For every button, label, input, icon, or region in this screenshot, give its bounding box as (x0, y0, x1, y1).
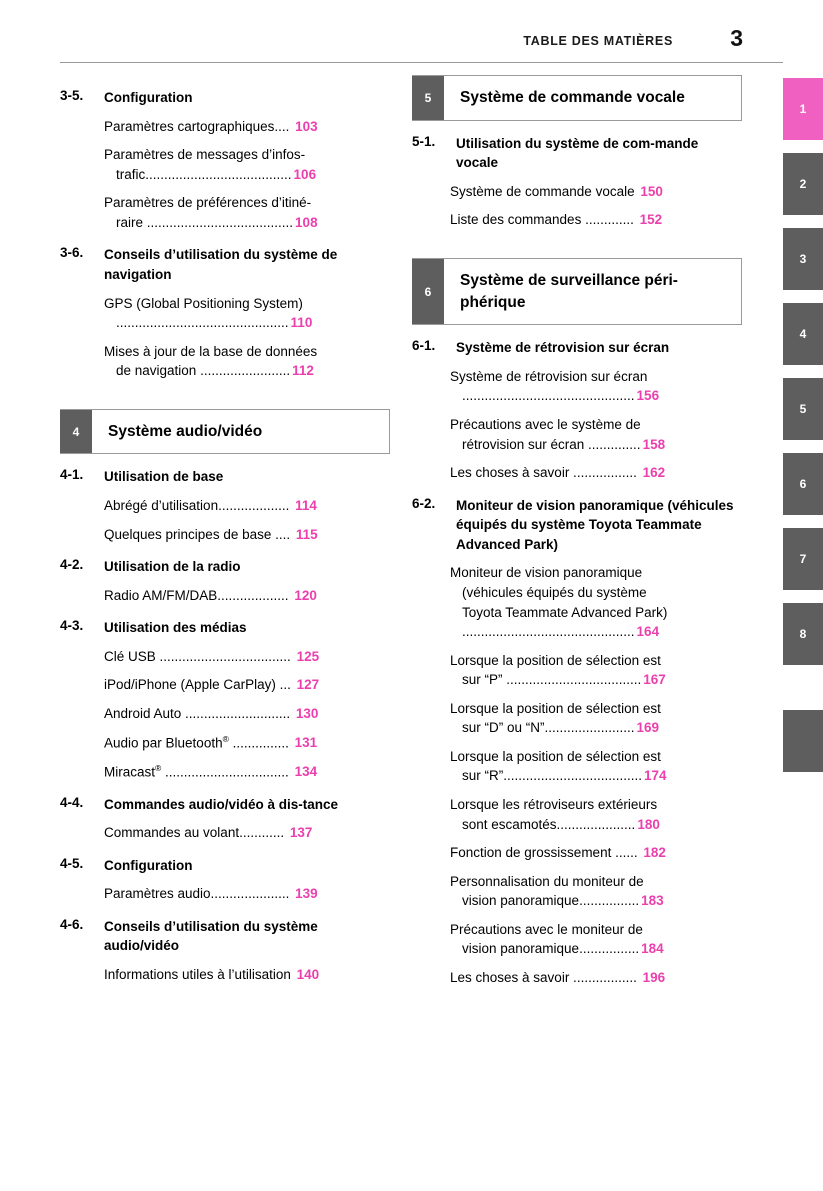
toc-entry-dots: ................................. (161, 764, 289, 780)
section-number: 4-3. (60, 618, 84, 634)
toc-entry-text: Lorsque la position de sélection est (450, 700, 661, 716)
toc-entry-text: Informations utiles à l’utilisation (104, 967, 291, 982)
toc-entry[interactable] (450, 968, 742, 988)
toc-entry-page: 167 (643, 672, 666, 688)
toc-entry[interactable] (104, 145, 390, 184)
toc-entry-text: Système de rétrovision sur écran (450, 368, 648, 384)
toc-entry-page: 164 (636, 624, 660, 640)
toc-entry-page: 180 (637, 816, 660, 832)
section-heading-4-2 (60, 557, 390, 577)
page-header (60, 25, 783, 62)
toc-entry-text: GPS (Global Positioning System) (104, 295, 303, 311)
toc-entry-page: 140 (296, 967, 320, 982)
toc-entry-text: Personnalisation du moniteur de (450, 873, 644, 889)
chapter-title: Système audio/vidéo (108, 422, 263, 440)
section-title: Utilisation des médias (104, 620, 247, 636)
toc-entry[interactable] (104, 884, 390, 904)
toc-entry[interactable] (450, 699, 742, 738)
toc-entry-page: 169 (636, 720, 660, 736)
side-tab-5[interactable]: 5 (783, 378, 823, 440)
toc-entry[interactable] (450, 795, 742, 834)
page-number: 3 (730, 25, 743, 51)
side-tab-3[interactable]: 3 (783, 228, 823, 290)
section-heading-3-6 (60, 245, 390, 284)
toc-entry-text: Précautions avec le moniteur de (450, 921, 643, 937)
toc-entry-text-cont: raire ....................................... (116, 214, 294, 230)
toc-entry-page: 108 (295, 214, 318, 230)
toc-entry-page: 150 (640, 183, 663, 199)
section-title: Commandes audio/vidéo à dis-tance (104, 796, 339, 812)
registered-mark: ® (222, 733, 229, 744)
section-number: 3-5. (60, 88, 84, 103)
toc-entry-text-cont3: Toyota Teammate Advanced Park) (462, 604, 668, 620)
toc-entry-text: Audio par Bluetooth (104, 735, 223, 750)
section-heading-4-1 (60, 467, 390, 487)
chapter-number: 5 (412, 76, 444, 120)
toc-entry[interactable] (104, 647, 390, 667)
toc-entry[interactable] (450, 182, 742, 202)
section-number: 4-1. (60, 467, 84, 483)
toc-entry[interactable] (104, 704, 390, 724)
chapter-banner-4[interactable] (60, 409, 390, 455)
section-title: Configuration (104, 857, 193, 873)
toc-entry-text: Radio AM/FM/DAB................... (104, 587, 289, 603)
toc-entry-text: Paramètres cartographiques.... (104, 118, 290, 134)
toc-entry[interactable] (450, 563, 742, 641)
toc-entry-text: Fonction de grossissement ...... (450, 845, 638, 861)
toc-entry[interactable] (104, 965, 390, 985)
toc-entry[interactable] (450, 872, 742, 911)
section-title: Utilisation de la radio (104, 559, 241, 575)
toc-entry-page: 156 (636, 388, 660, 404)
toc-entry[interactable] (104, 294, 390, 333)
toc-entry-text: Moniteur de vision panoramique (450, 565, 643, 581)
toc-entry-page: 134 (294, 764, 318, 780)
toc-entry[interactable] (104, 733, 390, 753)
section-heading-5-1 (412, 134, 742, 173)
toc-entry-text: Mises à jour de la base de données (104, 343, 318, 359)
toc-entry-text-cont: sur “R”..................................... (462, 768, 643, 784)
toc-entry-text-cont: trafic....................................... (116, 166, 292, 182)
section-heading-4-5 (60, 856, 390, 876)
section-title: Configuration (104, 90, 193, 105)
header-divider (60, 62, 783, 63)
section-title: Conseils d’utilisation du système audio/vidéo (104, 918, 318, 954)
section-number: 4-4. (60, 794, 84, 810)
toc-entry[interactable] (450, 367, 742, 406)
toc-entry-page: 183 (641, 893, 664, 909)
toc-entry[interactable] (104, 496, 390, 516)
toc-entry-text: Paramètres audio..................... (104, 886, 290, 902)
toc-entry-page: 196 (642, 969, 666, 985)
toc-entry[interactable] (104, 762, 390, 782)
toc-entry-text: Les choses à savoir ................. (450, 465, 637, 481)
chapter-banner-5[interactable] (412, 75, 742, 121)
section-number: 4-2. (60, 557, 84, 573)
toc-entry[interactable] (450, 463, 742, 483)
toc-entry-text: Clé USB ................................... (104, 648, 291, 664)
toc-entry-page: 110 (290, 315, 313, 331)
toc-entry-page: 125 (296, 648, 320, 664)
toc-entry-page: 106 (293, 166, 317, 182)
toc-entry-text-cont: sur “P” .................................... (462, 672, 642, 688)
toc-entry-text: Système de commande vocale (450, 183, 635, 199)
section-title: Utilisation du système de com-mande vocale (456, 135, 699, 171)
toc-entry-text-cont: vision panoramique................ (462, 893, 640, 909)
toc-entry-text-cont: vision panoramique................ (462, 941, 640, 957)
section-heading-4-4 (60, 795, 390, 815)
side-tab-4[interactable]: 4 (783, 303, 823, 365)
toc-entry-text: Abrégé d’utilisation................... (104, 498, 290, 513)
toc-entry-page: 103 (295, 118, 318, 134)
toc-entry-text-cont: sont escamotés..................... (462, 816, 636, 832)
section-heading-4-3 (60, 618, 390, 638)
section-number: 4-6. (60, 916, 84, 932)
section-heading-6-1 (412, 338, 742, 358)
registered-mark: ® (155, 762, 162, 773)
toc-entry-text: Paramètres de préférences d’itiné- (104, 195, 312, 211)
toc-entry-page: 184 (641, 941, 664, 957)
toc-entry-page: 174 (644, 768, 667, 784)
toc-entry-text-cont: (véhicules équipés du système (462, 584, 647, 600)
toc-entry-text-cont: sur “D” ou “N”........................ (462, 720, 635, 736)
section-title: Conseils d’utilisation du système de navigation (104, 247, 338, 282)
side-tab-7[interactable]: 7 (783, 528, 823, 590)
toc-entry-dots: ............... (228, 735, 289, 750)
toc-entry[interactable] (104, 117, 390, 137)
toc-entry-text-cont: rétrovision sur écran .............. (462, 436, 641, 452)
toc-entry[interactable] (450, 843, 742, 863)
chapter-title: Système de surveillance péri-phérique (460, 271, 678, 311)
toc-entry[interactable] (450, 920, 742, 959)
toc-entry-text: Miracast (104, 764, 156, 780)
toc-entry-text: Les choses à savoir ................. (450, 969, 637, 985)
toc-entry[interactable] (450, 651, 742, 690)
toc-entry-page: 162 (642, 465, 666, 481)
section-heading-4-6 (60, 917, 390, 956)
toc-entry-page: 137 (289, 825, 313, 841)
toc-entry-text: Android Auto ............................ (104, 705, 291, 721)
side-tab-1[interactable]: 1 (783, 78, 823, 140)
section-number: 4-5. (60, 855, 84, 871)
toc-entry-text-cont: .............................................. (116, 315, 289, 331)
toc-entry[interactable] (450, 747, 742, 786)
toc-entry-page: 112 (292, 363, 314, 379)
toc-entry-page: 120 (294, 587, 317, 603)
toc-entry-page: 127 (296, 677, 320, 693)
chapter-number: 6 (412, 259, 444, 324)
toc-entry[interactable] (450, 415, 742, 454)
toc-entry[interactable] (104, 823, 390, 843)
toc-entry-text-cont4: .............................................. (462, 624, 635, 640)
toc-entry-text: Commandes au volant............ (104, 825, 285, 841)
toc-entry-page: 130 (295, 705, 319, 721)
toc-entry-text: Lorsque la position de sélection est (450, 748, 661, 764)
section-title: Moniteur de vision panoramique (véhicules équipés du système Toyota Teammate Advanced Park) (456, 497, 734, 552)
section-number: 6-2. (412, 495, 436, 511)
toc-entry-text-cont: .............................................. (462, 388, 635, 404)
toc-entry-page: 115 (295, 526, 318, 542)
side-tab-blank[interactable] (783, 710, 823, 772)
toc-entry-text: Paramètres de messages d’infos- (104, 147, 306, 163)
toc-left-column (60, 75, 390, 985)
toc-entry-page: 131 (294, 735, 318, 750)
chapter-title: Système de commande vocale (460, 89, 685, 106)
toc-entry-page: 114 (295, 498, 317, 513)
toc-right-column (412, 75, 742, 988)
toc-entry-text: Précautions avec le système de (450, 417, 641, 432)
toc-entry-page: 139 (295, 886, 318, 902)
toc-entry-text: Lorsque les rétroviseurs extérieurs (450, 797, 658, 812)
section-number: 3-6. (60, 245, 84, 261)
toc-entry-text: Lorsque la position de sélection est (450, 652, 661, 668)
toc-entry[interactable] (104, 342, 390, 381)
toc-entry-page: 152 (639, 212, 663, 228)
section-number: 5-1. (412, 133, 436, 149)
toc-entry-text: Quelques principes de base .... (104, 526, 291, 542)
toc-entry-page: 182 (643, 845, 666, 861)
toc-entry-text: iPod/iPhone (Apple CarPlay) ... (104, 677, 291, 693)
chapter-banner-6[interactable] (412, 258, 742, 325)
section-title: Système de rétrovision sur écran (456, 340, 670, 356)
toc-entry[interactable] (104, 193, 390, 232)
toc-entry[interactable] (104, 675, 390, 695)
side-tab-6[interactable]: 6 (783, 453, 823, 515)
section-number: 6-1. (412, 338, 436, 354)
chapter-number: 4 (60, 410, 92, 454)
toc-entry[interactable] (450, 210, 742, 230)
toc-entry[interactable] (104, 586, 390, 606)
chapter-tab-strip (783, 78, 823, 785)
side-tab-2[interactable]: 2 (783, 153, 823, 215)
toc-entry-text-cont: de navigation ........................ (116, 363, 291, 379)
page-title: TABLE DES MATIÈRES (523, 34, 673, 48)
toc-entry-text: Liste des commandes ............. (450, 212, 634, 228)
side-tab-8[interactable]: 8 (783, 603, 823, 665)
section-heading-6-2 (412, 496, 742, 555)
section-heading-3-5 (60, 88, 390, 108)
section-title: Utilisation de base (104, 469, 224, 485)
toc-entry[interactable] (104, 525, 390, 545)
toc-entry-page: 158 (642, 436, 666, 452)
